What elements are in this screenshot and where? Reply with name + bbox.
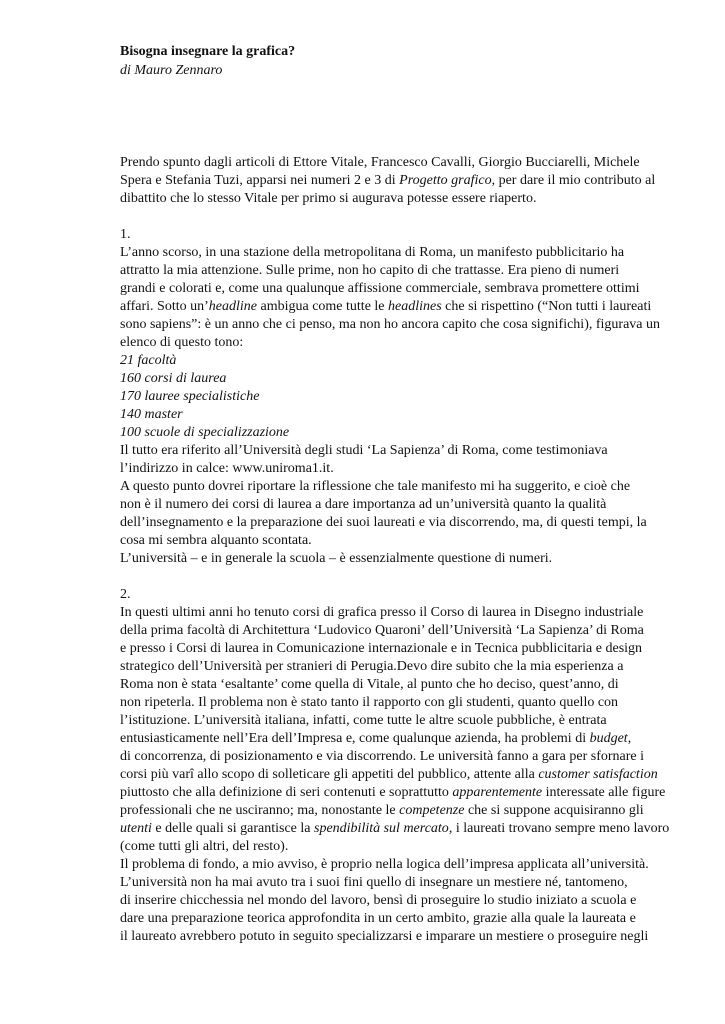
text-run: corsi più varî allo scopo di solleticare gli appetiti del pubblico, attente alla <box>120 767 539 782</box>
text-run: che si suppone acquisiranno gli <box>464 803 644 818</box>
section-1-number: 1. <box>120 227 131 242</box>
italic-text-run: competenze <box>399 803 465 818</box>
document-author: di Mauro Zennaro <box>120 63 223 78</box>
text-run: dell’insegnamento e la preparazione dei suoi laureati e via discorrendo, ma, di questi tempi, la <box>120 515 647 530</box>
text-run: Spera e Stefania Tuzi, apparsi nei numeri 2 e 3 di <box>120 173 400 188</box>
text-line <box>120 928 665 946</box>
text-line <box>120 766 665 784</box>
section-2-number: 2. <box>120 587 131 602</box>
italic-text-run: utenti <box>120 821 152 836</box>
text-line <box>120 424 665 442</box>
text-line <box>120 640 665 658</box>
text-run: dare una preparazione teorica approfondita in un certo ambito, grazie alla quale la laureata e <box>120 911 636 926</box>
text-line <box>120 910 665 928</box>
text-run: , i laureati trovano sempre meno lavoro <box>448 821 670 836</box>
text-run: della prima facoltà di Architettura ‘Ludovico Quaroni’ dell’Università ‘La Sapienza’ di Roma <box>120 623 644 638</box>
text-line <box>120 442 665 460</box>
text-run: ambigua come tutte le <box>257 299 389 314</box>
text-line <box>120 478 665 496</box>
text-line <box>120 550 665 568</box>
italic-text-run: headline <box>208 299 257 314</box>
text-run: grandi e colorati e, come una qualunque affissione commerciale, sembrava promettere ottimi <box>120 281 640 296</box>
text-run: (come tutti gli altri, del resto). <box>120 839 289 854</box>
text-line <box>120 280 665 298</box>
section-2-text <box>120 604 670 946</box>
intro-paragraph <box>120 154 665 208</box>
text-run: L’università non ha mai avuto tra i suoi fini quello di insegnare un mestiere né, tantomeno, <box>120 875 628 890</box>
text-run: Roma non è stata ‘esaltante’ come quella di Vitale, al punto che ho deciso, quest’anno, di <box>120 677 619 692</box>
text-line <box>120 856 665 874</box>
italic-text-run: 100 scuole di specializzazione <box>120 425 290 440</box>
text-run: e delle quali si garantisce la <box>151 821 314 836</box>
text-run: l’indirizzo in calce: www.uniroma1.it. <box>120 461 334 476</box>
text-line <box>120 514 665 532</box>
text-line <box>120 316 665 334</box>
text-line <box>120 694 665 712</box>
italic-text-run: 21 facoltà <box>120 353 177 368</box>
text-line <box>120 352 665 370</box>
text-line <box>120 532 665 550</box>
text-run: il laureato avrebbero potuto in seguito specializzarsi e imparare un mestiere o proseguire negli <box>120 929 649 944</box>
italic-text-run: customer satisfaction <box>538 767 658 782</box>
text-run: , per dare il mio contributo al <box>491 173 656 188</box>
text-run: cosa mi sembra alquanto scontata. <box>120 533 312 548</box>
text-line <box>120 748 665 766</box>
italic-text-run: 160 corsi di laurea <box>120 371 227 386</box>
text-run: L’anno scorso, in una stazione della metropolitana di Roma, un manifesto pubblicitario ha <box>120 245 625 260</box>
text-run: che si rispettino (“Non tutti i laureati <box>441 299 652 314</box>
text-run: l’istituzione. L’università italiana, infatti, come tutte le altre scuole pubbliche, è entrata <box>120 713 607 728</box>
text-run: non ripeterla. Il problema non è stato tanto il rapporto con gli studenti, quanto quello con <box>120 695 619 710</box>
text-run: , <box>627 731 632 746</box>
text-run: sono sapiens”: è un anno che ci penso, ma non ho ancora capito che cosa significhi), figurava un <box>120 317 660 332</box>
text-line <box>120 172 665 190</box>
text-line <box>120 730 665 748</box>
text-line <box>120 262 665 280</box>
text-line <box>120 154 665 172</box>
text-line <box>120 190 665 208</box>
text-run: strategico dell’Università per stranieri di Perugia.Devo dire subito che la mia esperienza a <box>120 659 624 674</box>
text-line <box>120 460 665 478</box>
text-line <box>120 784 665 802</box>
text-line <box>120 388 665 406</box>
text-line <box>120 496 665 514</box>
text-run: piuttosto che alla definizione di seri contenuti e soprattutto <box>120 785 453 800</box>
text-run: elenco di questo tono: <box>120 335 244 350</box>
italic-text-run: apparentemente <box>452 785 543 800</box>
text-line <box>120 622 665 640</box>
text-line <box>120 874 665 892</box>
section-1-text <box>120 244 665 568</box>
document-title: Bisogna insegnare la grafica? <box>120 44 296 59</box>
text-line <box>120 676 665 694</box>
text-run: affari. Sotto un’ <box>120 299 209 314</box>
italic-text-run: Progetto grafico <box>399 173 492 188</box>
text-run: In questi ultimi anni ho tenuto corsi di grafica presso il Corso di laurea in Disegno industriale <box>120 605 644 620</box>
text-line <box>120 802 665 820</box>
text-line <box>120 298 665 316</box>
text-line <box>120 370 665 388</box>
text-run: di inserire chicchessia nel mondo del lavoro, bensì di proseguire lo studio iniziato a scuola e <box>120 893 637 908</box>
italic-text-run: 140 master <box>120 407 183 422</box>
text-run: professionali che ne usciranno; ma, nonostante le <box>120 803 400 818</box>
text-run: e presso i Corsi di laurea in Comunicazione internazionale e in Tecnica pubblicitaria e design <box>120 641 643 656</box>
text-line <box>120 820 670 838</box>
text-line <box>120 406 665 424</box>
text-run: attratto la mia attenzione. Sulle prime, non ho capito di che trattasse. Era pieno di numeri <box>120 263 620 278</box>
text-line <box>120 658 665 676</box>
text-run: di concorrenza, di posizionamento e via discorrendo. Le università fanno a gara per sfornare i <box>120 749 645 764</box>
text-run: Prendo spunto dagli articoli di Ettore Vitale, Francesco Cavalli, Giorgio Bucciarelli, Michele <box>120 155 640 170</box>
text-line <box>120 892 665 910</box>
text-line <box>120 334 665 352</box>
text-run: A questo punto dovrei riportare la riflessione che tale manifesto mi ha suggerito, e cioè che <box>120 479 631 494</box>
text-line <box>120 838 665 856</box>
italic-text-run: 170 lauree specialistiche <box>120 389 260 404</box>
italic-text-run: headlines <box>388 299 442 314</box>
document-body <box>120 154 670 946</box>
text-run: Il tutto era riferito all’Università degli studi ‘La Sapienza’ di Roma, come testimoniava <box>120 443 608 458</box>
italic-text-run: spendibilità sul mercato <box>314 821 449 836</box>
text-line <box>120 244 665 262</box>
text-run: L’università – e in generale la scuola – è essenzialmente questione di numeri. <box>120 551 553 566</box>
italic-text-run: budget <box>589 731 628 746</box>
text-run: Il problema di fondo, a mio avviso, è proprio nella logica dell’impresa applicata all’università. <box>120 857 649 872</box>
text-run: dibattito che lo stesso Vitale per primo si augurava potesse essere riaperto. <box>120 191 537 206</box>
text-run: interessate alle figure <box>542 785 666 800</box>
text-run: entusiasticamente nell’Era dell’Impresa e, come qualunque azienda, ha problemi di <box>120 731 590 746</box>
text-run: non è il numero dei corsi di laurea a dare importanza ad un’università quanto la qualità <box>120 497 607 512</box>
text-line <box>120 604 665 622</box>
text-line <box>120 712 665 730</box>
